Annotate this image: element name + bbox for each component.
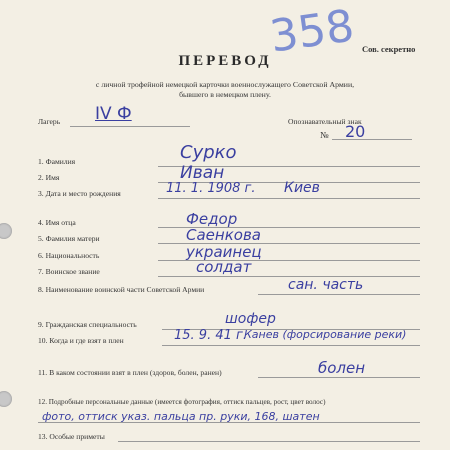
- field-line-captured: [162, 345, 420, 346]
- field-line-birth: [158, 198, 420, 199]
- id-mark-number-label: №: [320, 130, 329, 140]
- stamp-number: 358: [266, 0, 358, 63]
- field-label-name: 2. Имя: [38, 173, 60, 182]
- field-value-rank: солдат: [196, 258, 252, 276]
- field-value-unit: сан. часть: [288, 277, 364, 293]
- field-value-birth-place: Киев: [284, 180, 320, 196]
- field-label-father: 4. Имя отца: [38, 218, 76, 227]
- field-label-personal-data: 12. Подробные персональные данные (имеется фотография, оттиск пальцев, рост, цвет волос): [38, 398, 326, 406]
- field-value-name: Иван: [180, 163, 225, 183]
- field-value-birth-date: 11. 1. 1908 г.: [166, 181, 256, 196]
- field-value-captured-place: Канев (форсирование реки): [244, 328, 407, 341]
- field-value-condition: болен: [318, 359, 366, 377]
- field-value-father: Федор: [186, 210, 238, 228]
- field-label-surname: 1. Фамилия: [38, 157, 76, 166]
- field-value-captured-date: 15. 9. 41 г.: [174, 328, 247, 343]
- field-value-mother: Саенкова: [186, 226, 261, 244]
- field-line-marks: [118, 441, 420, 442]
- field-label-nationality: 6. Национальность: [38, 251, 100, 260]
- field-label-unit: 8. Наименование воинской части Советской Армии: [38, 285, 205, 294]
- field-value-profession: шофер: [225, 311, 276, 327]
- camp-line: [70, 126, 190, 127]
- document-subtitle-line1: с личной трофейной немецкой карточки военнослужащего Советской Армии,: [95, 80, 355, 89]
- camp-value: IV Ф: [95, 104, 132, 124]
- field-label-rank: 7. Воинское звание: [38, 267, 100, 276]
- camp-label: Лагерь: [38, 117, 61, 126]
- field-value-personal-data: фото, оттиск указ. пальца пр. руки, 168, шатен: [42, 410, 320, 423]
- document-title: ПЕРЕВОД: [178, 53, 272, 69]
- document-subtitle-line2: бывшего в немецком плену.: [179, 90, 271, 99]
- field-label-marks: 13. Особые приметы: [38, 432, 105, 441]
- id-mark-label: Опознавательный знак: [288, 117, 362, 126]
- classification-label: Сов. секретно: [362, 44, 416, 54]
- field-label-condition: 11. В каком состоянии взят в плен (здоров, болен, ранен): [38, 368, 222, 377]
- id-mark-value: 20: [345, 122, 366, 141]
- field-line-unit: [258, 294, 420, 295]
- field-line-condition: [258, 377, 420, 378]
- field-label-captured: 10. Когда и где взят в плен: [38, 336, 124, 345]
- punch-hole-top: [0, 223, 12, 239]
- punch-hole-bottom: [0, 391, 12, 407]
- field-value-nationality: украинец: [186, 243, 262, 261]
- field-label-mother: 5. Фамилия матери: [38, 234, 100, 243]
- id-mark-line: [332, 139, 412, 140]
- field-label-profession: 9. Гражданская специальность: [38, 320, 137, 329]
- field-label-birth: 3. Дата и место рождения: [38, 189, 121, 198]
- field-value-surname: Сурко: [180, 142, 237, 163]
